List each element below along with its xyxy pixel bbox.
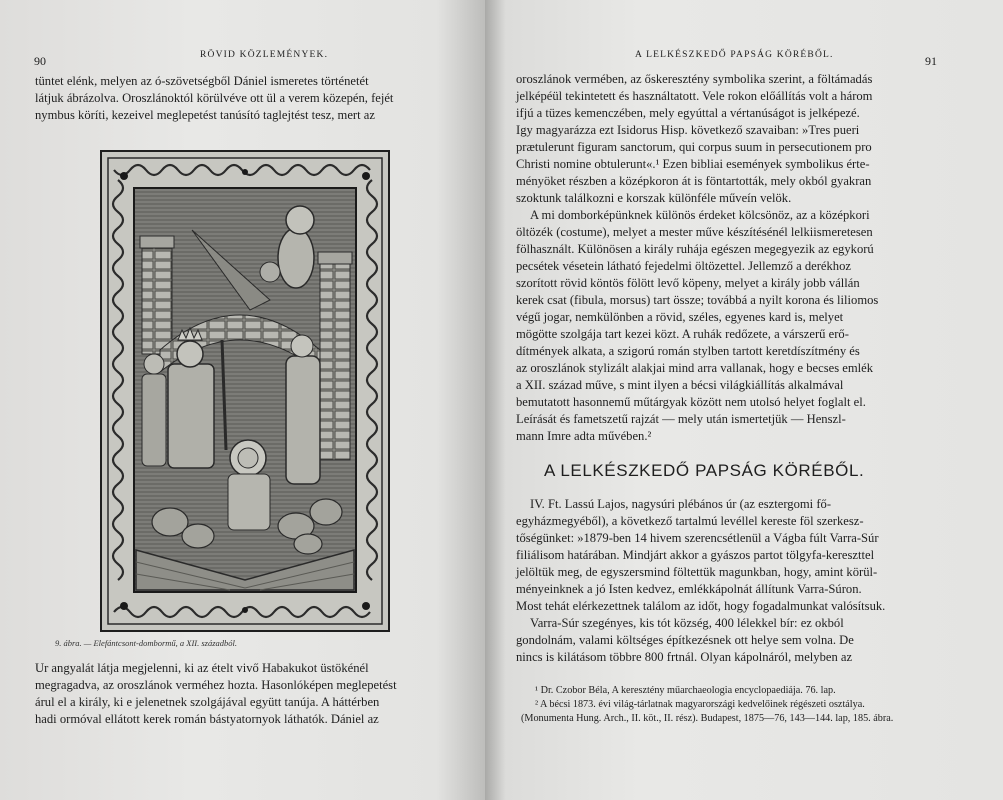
text-line: IV. Ft. Lassú Lajos, nagysúri plébános úr (az esztergomi fő-: [530, 497, 832, 511]
text-line: prætulerunt figuram sanctorum, qui corpus suum in persecutionem pro: [516, 140, 872, 154]
left-page: [0, 0, 485, 800]
text-line: filiálisom határában. Mindjárt akkor a gyászos partot tölgyfa-kereszttel: [516, 548, 875, 562]
text-line: végű jogar, nemkülönben a rövid, széles, egyenes kard is, melyet: [516, 310, 844, 324]
right-paragraph-1: [516, 71, 948, 207]
left-page-number: 90: [34, 54, 46, 68]
right-paragraph-3: [516, 496, 948, 615]
text-line: Ur angyalát látja megjelenni, ki az ételt vivő Habakukot üstökénél: [35, 661, 369, 675]
text-line: látjuk ábrázolva. Oroszlánoktól körülvéve ott ül a verem közepén, fejét: [35, 91, 394, 105]
text-line: A mi domborképünknek különös érdeket kölcsönöz, az a középkori: [530, 208, 870, 222]
text-line: mögötte szolgája tart kezei közt. A ruhák redőzete, a várszerű erő-: [516, 327, 849, 341]
text-line: öltözék (costume), melyet a mester műve készítésénél lelkiismeretesen: [516, 225, 873, 239]
left-running-head: RÖVID KÖZLEMÉNYEK.: [200, 50, 329, 60]
text-line: a XII. század műve, s mint ilyen a bécsi világkiállítás alkalmával: [516, 378, 844, 392]
footnote: (Monumenta Hung. Arch., II. köt., II. rész). Budapest, 1875—76, 143—144. lap, 185. ábra.: [521, 713, 894, 724]
footnote: ² A bécsi 1873. évi világ-tárlatnak magyarországi kedvelőinek régészeti osztálya.: [535, 699, 865, 710]
text-line: bemutatott hasonnemű műtárgyak között nem utolsó helyet foglalt el.: [516, 395, 866, 409]
text-line: nincs is kilátásom többre 800 frtnál. Olyan kápolnáról, melyben az: [516, 650, 853, 664]
text-line: jelképéül tekintetett és használtatott. Vele rokon előállítás volt a három: [516, 89, 873, 103]
text-line: jelöltük meg, de egyszersmind föltettük magunkban, hogy, amint körül-: [516, 565, 878, 579]
text-line: dítmények alkata, a szigorú román stylben tartott keretdíszítmény és: [516, 344, 860, 358]
left-bottom-text: [35, 660, 455, 728]
text-line: egyházmegyéből), a következő tartalmú levéllel kereste föl szerkesz-: [516, 514, 864, 528]
ivory-relief-illustration: [100, 150, 390, 632]
text-line: fölhasznált. Különösen a király ruhája egészen megegyezik az egykorú: [516, 242, 874, 256]
text-line: hadi ormóval ellátott kerek román bástyatornyok láthatók. Dániel az: [35, 712, 379, 726]
text-line: ifjú a tüzes kemenczében, mely egyúttal a vértanúságot is jelképezé.: [516, 106, 860, 120]
text-line: nymbus köríti, kezeivel meglepetést tanúsító taglejtést tesz, mert az: [35, 108, 375, 122]
text-line: Leírását és fametszetű rajzát — mely után ismertetjük — Henszl-: [516, 412, 846, 426]
text-line: ményöket részben a középkoron át is föntartották, mely okból gyakran: [516, 174, 872, 188]
text-line: Christi nomine obtulerunt«.¹ Ezen bibliai események symbolikus érte-: [516, 157, 870, 171]
text-line: szorított rövid köntös fölött levő köpeny, melyet a király jobb vállán: [516, 276, 860, 290]
ivory-relief-figure: [100, 150, 390, 632]
footnotes: [521, 684, 949, 726]
text-line: Varra-Súr szegényes, kis tót község, 400 lélekkel bír: ez okból: [530, 616, 844, 630]
text-line: gondolnám, valami költséges építkezésnek ott helye sem volna. De: [516, 633, 854, 647]
footnote: ¹ Dr. Czobor Béla, A keresztény műarchaeologia encyclopaediája. 76. lap.: [535, 685, 836, 696]
text-line: árul el a király, ki e jelenetnek szolgájával együtt tanúja. A háttérben: [35, 695, 380, 709]
text-line: pecsétek vésetein látható fejedelmi öltözettel. Jellemző a derékhoz: [516, 259, 851, 273]
text-line: oroszlánok vermében, az őskeresztény symbolika szerint, a föltámadás: [516, 72, 873, 86]
text-line: tüntet elénk, melyen az ó-szövetségből Dániel ismeretes történetét: [35, 74, 369, 88]
text-line: megragadva, az oroszlánok verméhez hozta. Hasonlóképen meglepetést: [35, 678, 397, 692]
text-line: szoktunk találkozni e korszak különféle műveín velök.: [516, 191, 792, 205]
section-title: A LELKÉSZKEDŐ PAPSÁG KÖRÉBŐL.: [544, 461, 865, 480]
text-line: mann Imre adta művében.²: [516, 429, 652, 443]
text-line: Most tehát elérkezettnek találom az időt, hogy fogadalmunkat valósítsuk.: [516, 599, 886, 613]
text-line: az oroszlánok stylizált alakjai mind arra vallanak, hogy e becses emlék: [516, 361, 874, 375]
right-paragraph-2: [516, 207, 948, 445]
text-line: ményeinknek a jó Isten kedvez, emlékkápolnát állítunk Varra-Súron.: [516, 582, 862, 596]
right-page-number: 91: [925, 54, 937, 68]
right-running-head: A LELKÉSZKEDŐ PAPSÁG KÖRÉBŐL.: [635, 50, 834, 60]
text-line: tőségünket: »1879-ben 14 hivem szerencsétlenül a Vágba fúlt Varra-Súr: [516, 531, 879, 545]
text-line: kerek csat (fibula, morsus) tart össze; továbbá a nyilt korona és liliomos: [516, 293, 879, 307]
right-paragraph-4: [516, 615, 948, 666]
text-line: Igy magyarázza ezt Isidorus Hisp. következő szavaiban: »Tres pueri: [516, 123, 860, 137]
left-top-text: [35, 73, 453, 124]
right-page: [485, 0, 1003, 800]
figure-caption: 9. ábra. — Elefántcsont-dombormű, a XII. századból.: [55, 638, 238, 648]
